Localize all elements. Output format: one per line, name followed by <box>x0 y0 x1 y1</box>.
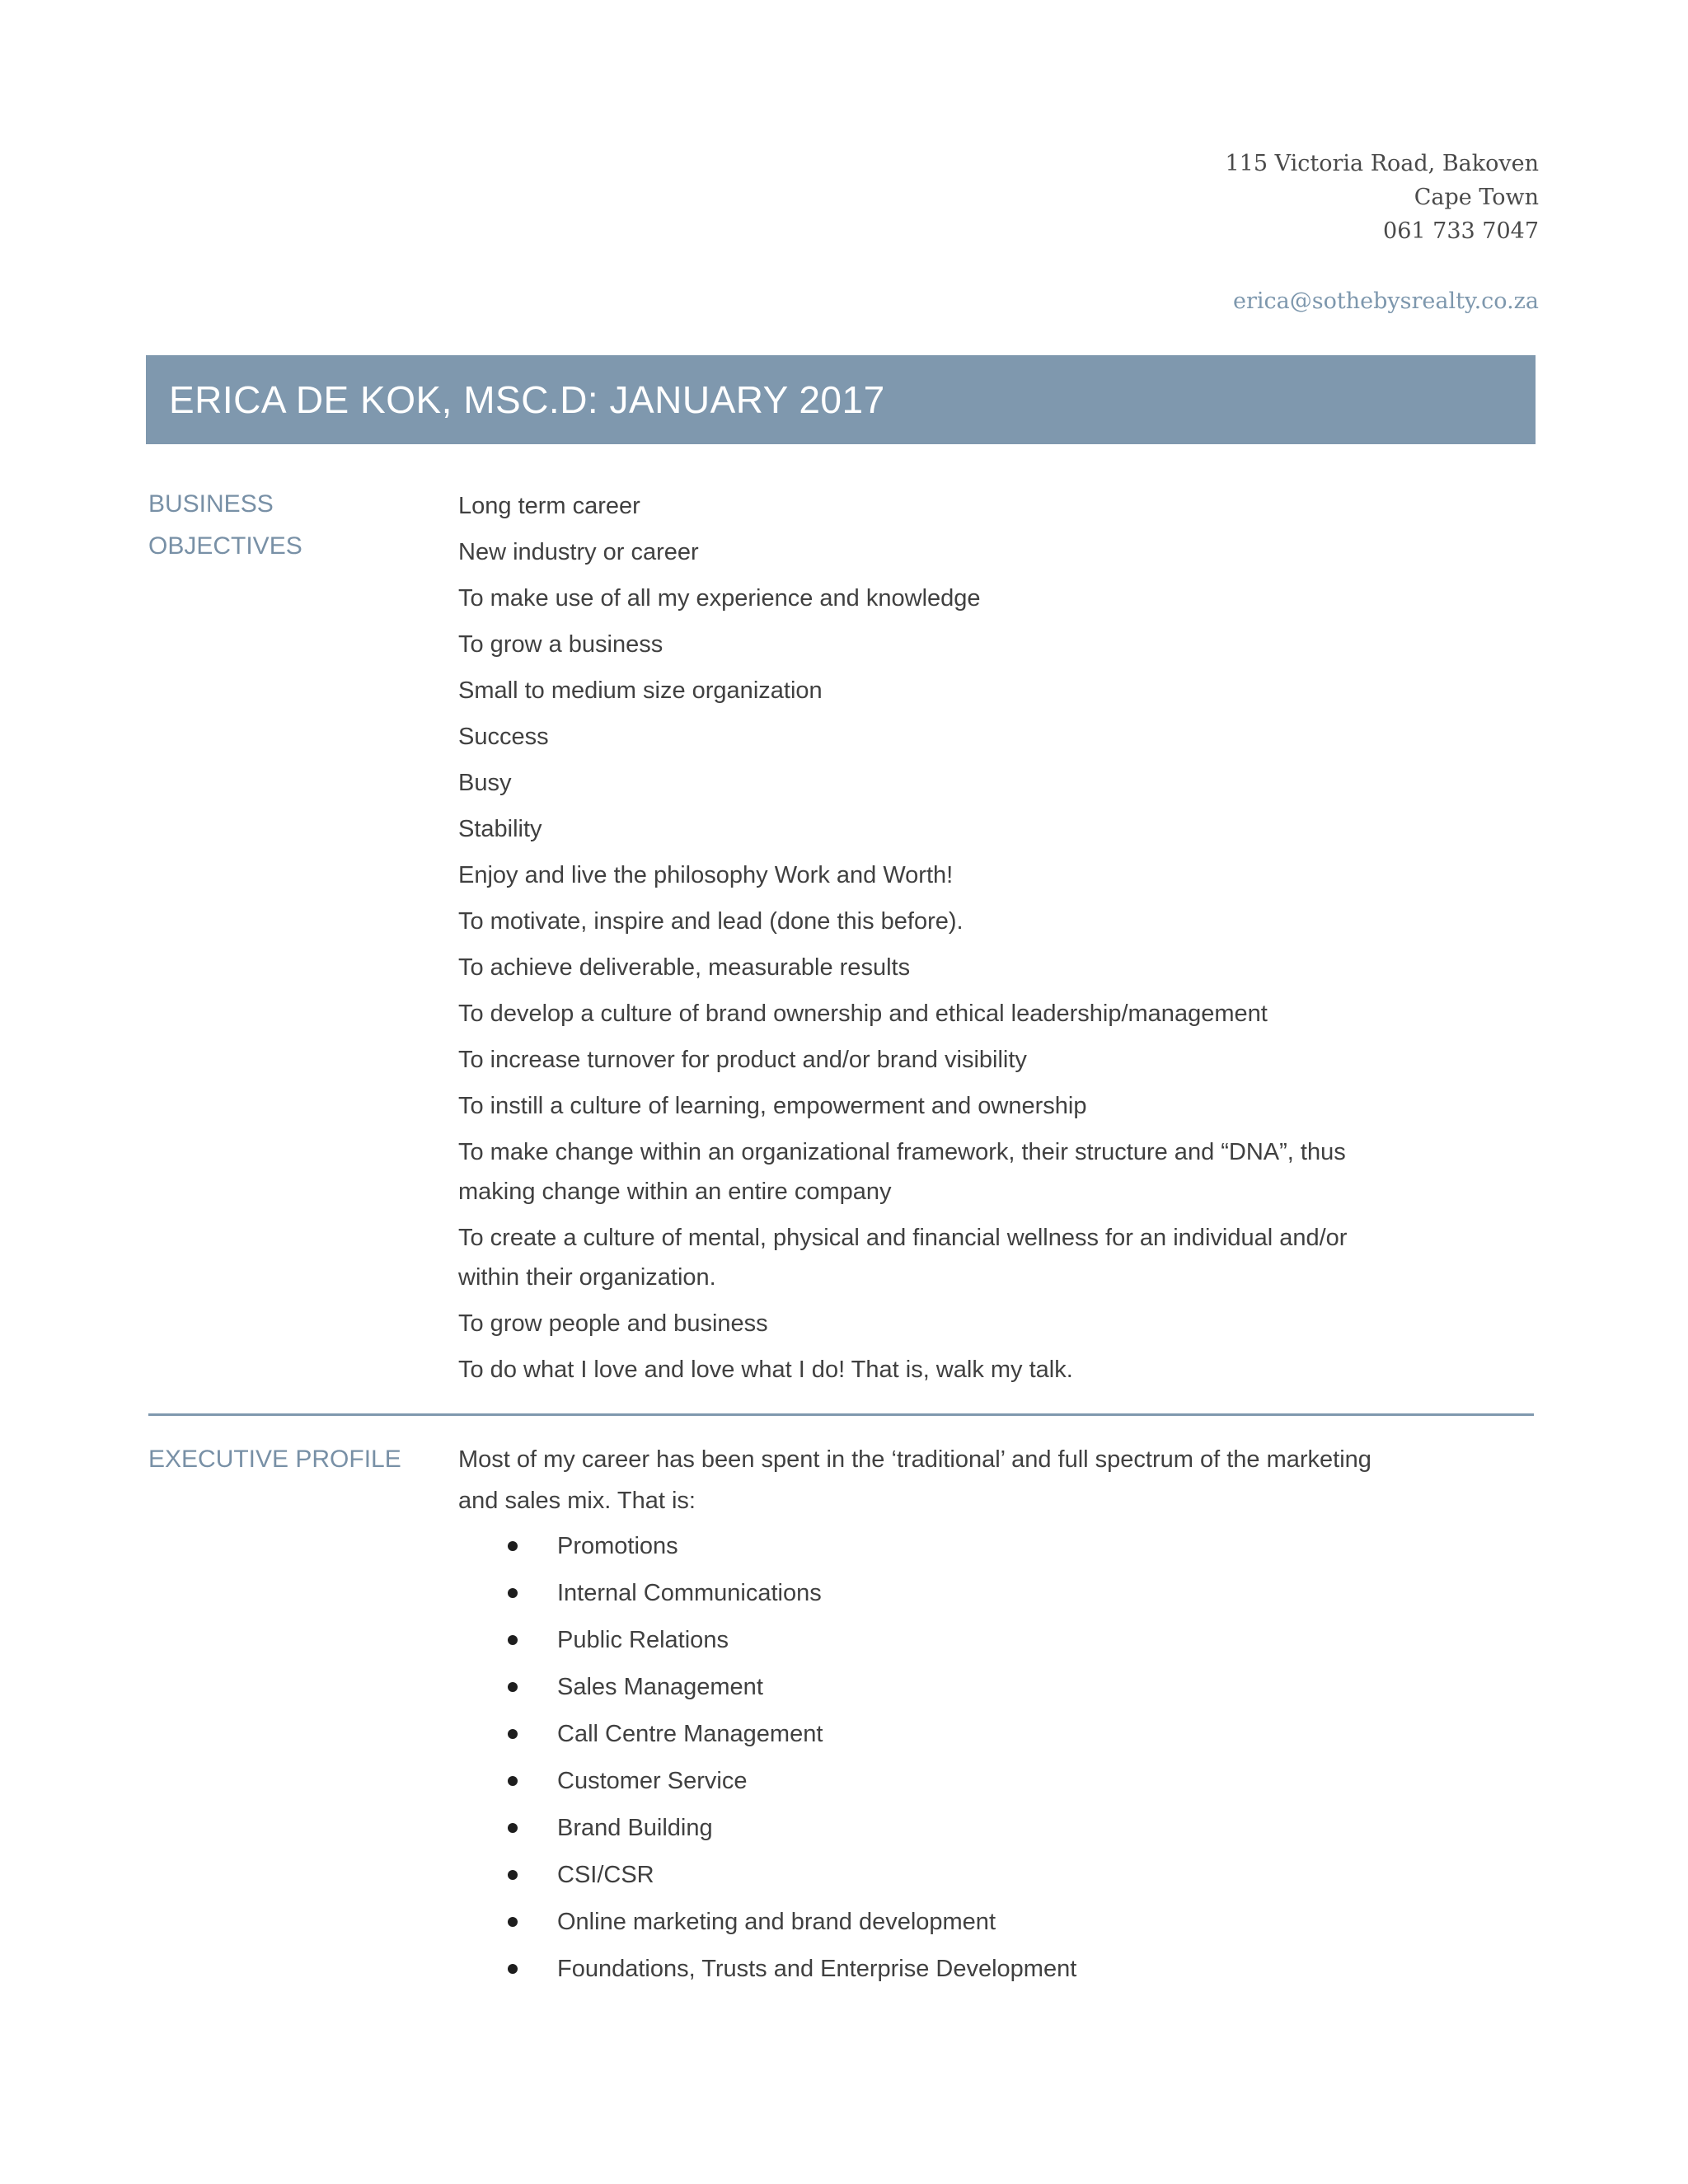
bullet-icon <box>508 1870 518 1880</box>
bullet-icon <box>508 1588 518 1598</box>
bullet-text: Brand Building <box>557 1815 713 1841</box>
executive-profile-bullets <box>458 1523 1390 1993</box>
bullet-text: Internal Communications <box>557 1580 822 1606</box>
list-item: New industry or career <box>458 539 699 565</box>
bullet-text: Call Centre Management <box>557 1721 823 1747</box>
bullet-icon <box>508 1635 518 1645</box>
list-item: To make use of all my experience and knowledge <box>458 585 981 612</box>
bullet-icon <box>508 1964 518 1974</box>
section-divider <box>148 1413 1534 1416</box>
section-label-line: BUSINESS <box>148 490 274 518</box>
bullet-text: Public Relations <box>557 1627 729 1653</box>
list-item <box>458 1899 1390 1946</box>
bullet-text: Customer Service <box>557 1768 748 1794</box>
list-item <box>458 1617 1390 1664</box>
list-item: To motivate, inspire and lead (done this before). <box>458 908 964 935</box>
bullet-text: Foundations, Trusts and Enterprise Development <box>557 1956 1077 1982</box>
name-banner <box>146 355 1536 444</box>
list-item <box>458 1805 1390 1852</box>
bullet-icon <box>508 1776 518 1786</box>
bullet-text: Promotions <box>557 1533 678 1559</box>
bullet-icon <box>508 1823 518 1833</box>
list-item <box>458 1570 1390 1617</box>
list-item: Long term career <box>458 493 640 519</box>
bullet-icon <box>508 1541 518 1551</box>
list-item: To increase turnover for product and/or brand visibility <box>458 1047 1027 1073</box>
list-item: To make change within an organizational framework, their structure and “DNA”, thus making change within an entire company <box>458 1139 1346 1205</box>
list-item <box>458 1711 1390 1758</box>
list-item: To grow a business <box>458 631 663 658</box>
list-item: To grow people and business <box>458 1310 768 1337</box>
resume-title: ERICA DE KOK, MSC.D: JANUARY 2017 <box>169 378 885 421</box>
address-city: Cape Town <box>1414 185 1539 210</box>
list-item: Small to medium size organization <box>458 677 823 704</box>
list-item <box>458 1523 1390 1570</box>
list-item: Busy <box>458 770 512 796</box>
business-objectives-label <box>148 483 302 567</box>
section-label-line: OBJECTIVES <box>148 532 302 560</box>
bullet-text: CSI/CSR <box>557 1862 654 1888</box>
list-item: Enjoy and live the philosophy Work and Worth! <box>458 862 954 888</box>
bullet-text: Sales Management <box>557 1674 763 1700</box>
list-item <box>458 1852 1390 1899</box>
list-item <box>458 1664 1390 1711</box>
executive-profile-label: EXECUTIVE PROFILE <box>148 1446 401 1473</box>
list-item: Success <box>458 724 549 750</box>
list-item <box>458 1946 1390 1993</box>
list-item: To do what I love and love what I do! That is, walk my talk. <box>458 1357 1073 1383</box>
email-address[interactable]: erica@sothebysrealty.co.za <box>1233 288 1539 314</box>
bullet-icon <box>508 1682 518 1692</box>
bullet-icon <box>508 1729 518 1739</box>
business-objectives-list <box>458 486 1390 1396</box>
list-item: To develop a culture of brand ownership and ethical leadership/management <box>458 1001 1268 1027</box>
list-item: To instill a culture of learning, empowerment and ownership <box>458 1093 1087 1119</box>
contact-address-block <box>1225 147 1539 248</box>
address-street: 115 Victoria Road, Bakoven <box>1225 151 1539 176</box>
bullet-icon <box>508 1917 518 1927</box>
list-item <box>458 1758 1390 1805</box>
executive-profile-intro: Most of my career has been spent in the ‘traditional’ and full spectrum of the marketing and sales mix. That is: <box>458 1446 1372 1514</box>
list-item: To create a culture of mental, physical and financial wellness for an individual and/or within their organization. <box>458 1225 1348 1291</box>
list-item: Stability <box>458 816 542 842</box>
bullet-text: Online marketing and brand development <box>557 1909 996 1935</box>
phone-number: 061 733 7047 <box>1383 218 1539 244</box>
list-item: To achieve deliverable, measurable results <box>458 954 911 981</box>
